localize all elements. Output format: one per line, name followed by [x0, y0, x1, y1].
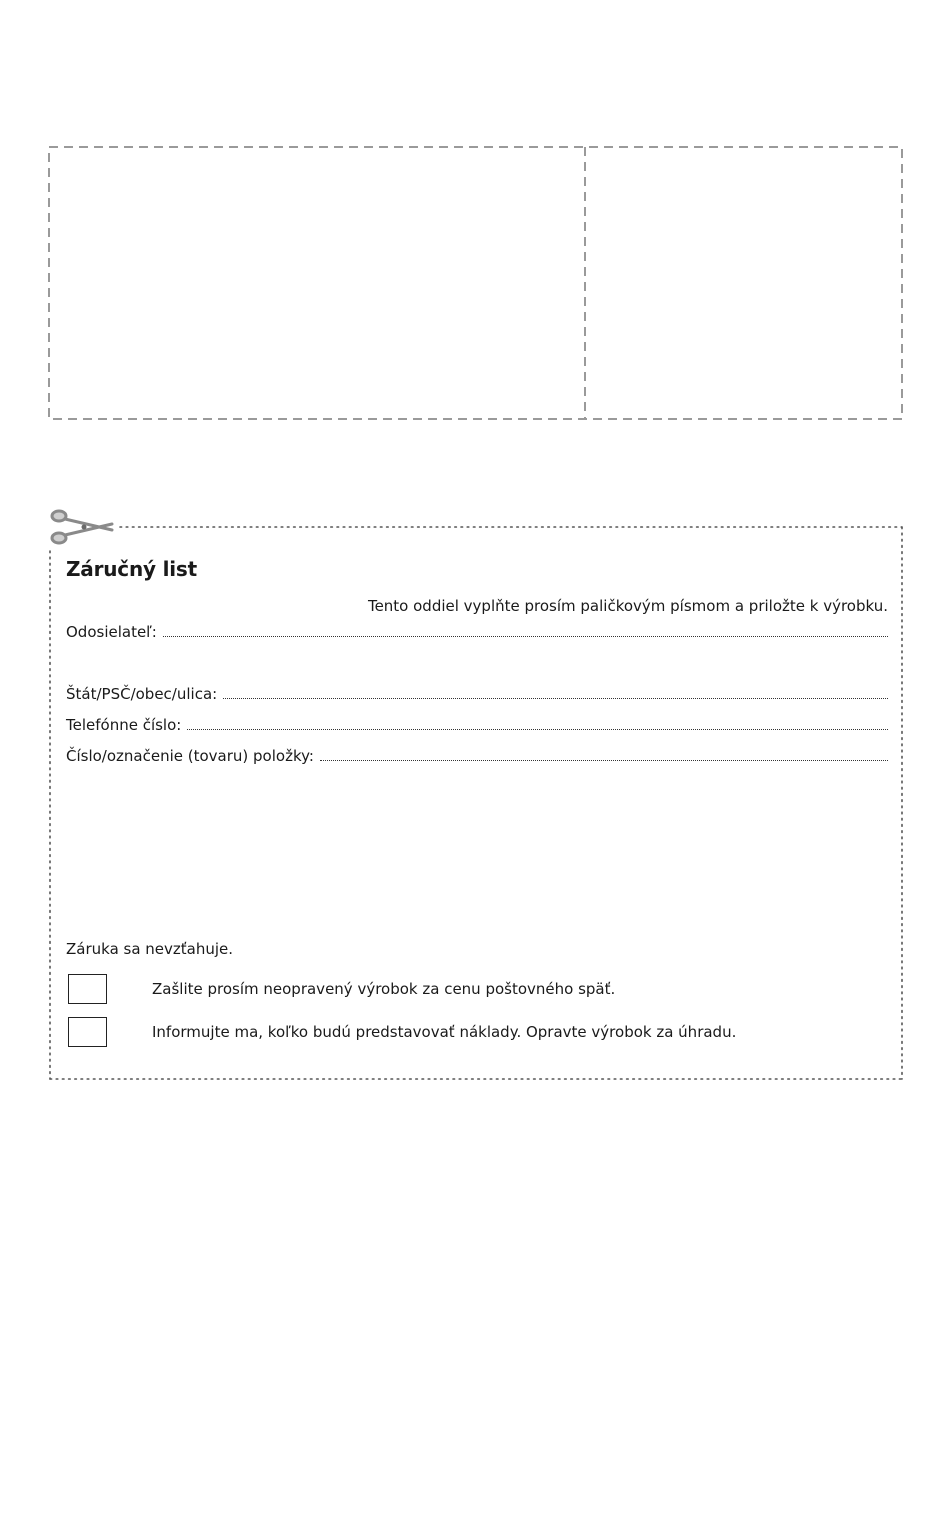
- phone-fill-line[interactable]: [187, 728, 888, 730]
- item-number-fill-line[interactable]: [320, 759, 888, 761]
- item-number-label: Číslo/označenie (tovaru) položky:: [66, 747, 314, 765]
- address-panel-right: [585, 146, 903, 420]
- checkbox-return-unrepaired[interactable]: [68, 974, 107, 1004]
- checkbox-repair-for-fee[interactable]: [68, 1017, 107, 1047]
- sender-fill-line[interactable]: [163, 635, 888, 637]
- option-return-unrepaired-label: Zašlite prosím neopravený výrobok za cenu poštovného späť.: [152, 980, 616, 998]
- item-number-field[interactable]: [66, 747, 888, 765]
- warranty-note: Záruka sa nevzťahuje.: [66, 940, 234, 958]
- option-return-unrepaired[interactable]: [68, 974, 615, 1004]
- option-repair-for-fee[interactable]: [68, 1017, 736, 1047]
- address-box: [48, 146, 903, 420]
- warranty-card: [48, 505, 904, 1083]
- scissors-icon: [48, 505, 116, 549]
- sender-field[interactable]: [66, 623, 888, 641]
- phone-field[interactable]: [66, 716, 888, 734]
- sender-label: Odosielateľ:: [66, 623, 157, 641]
- address-field[interactable]: [66, 685, 888, 703]
- address-label: Štát/PSČ/obec/ulica:: [66, 685, 218, 703]
- form-title: Záručný list: [66, 557, 197, 581]
- address-panel-left: [48, 146, 585, 420]
- option-repair-for-fee-label: Informujte ma, koľko budú predstavovať náklady. Opravte výrobok za úhradu.: [152, 1023, 737, 1041]
- form-instruction: Tento oddiel vyplňte prosím paličkovým písmom a priložte k výrobku.: [367, 597, 888, 615]
- phone-label: Telefónne číslo:: [66, 716, 182, 734]
- address-fill-line[interactable]: [223, 697, 888, 699]
